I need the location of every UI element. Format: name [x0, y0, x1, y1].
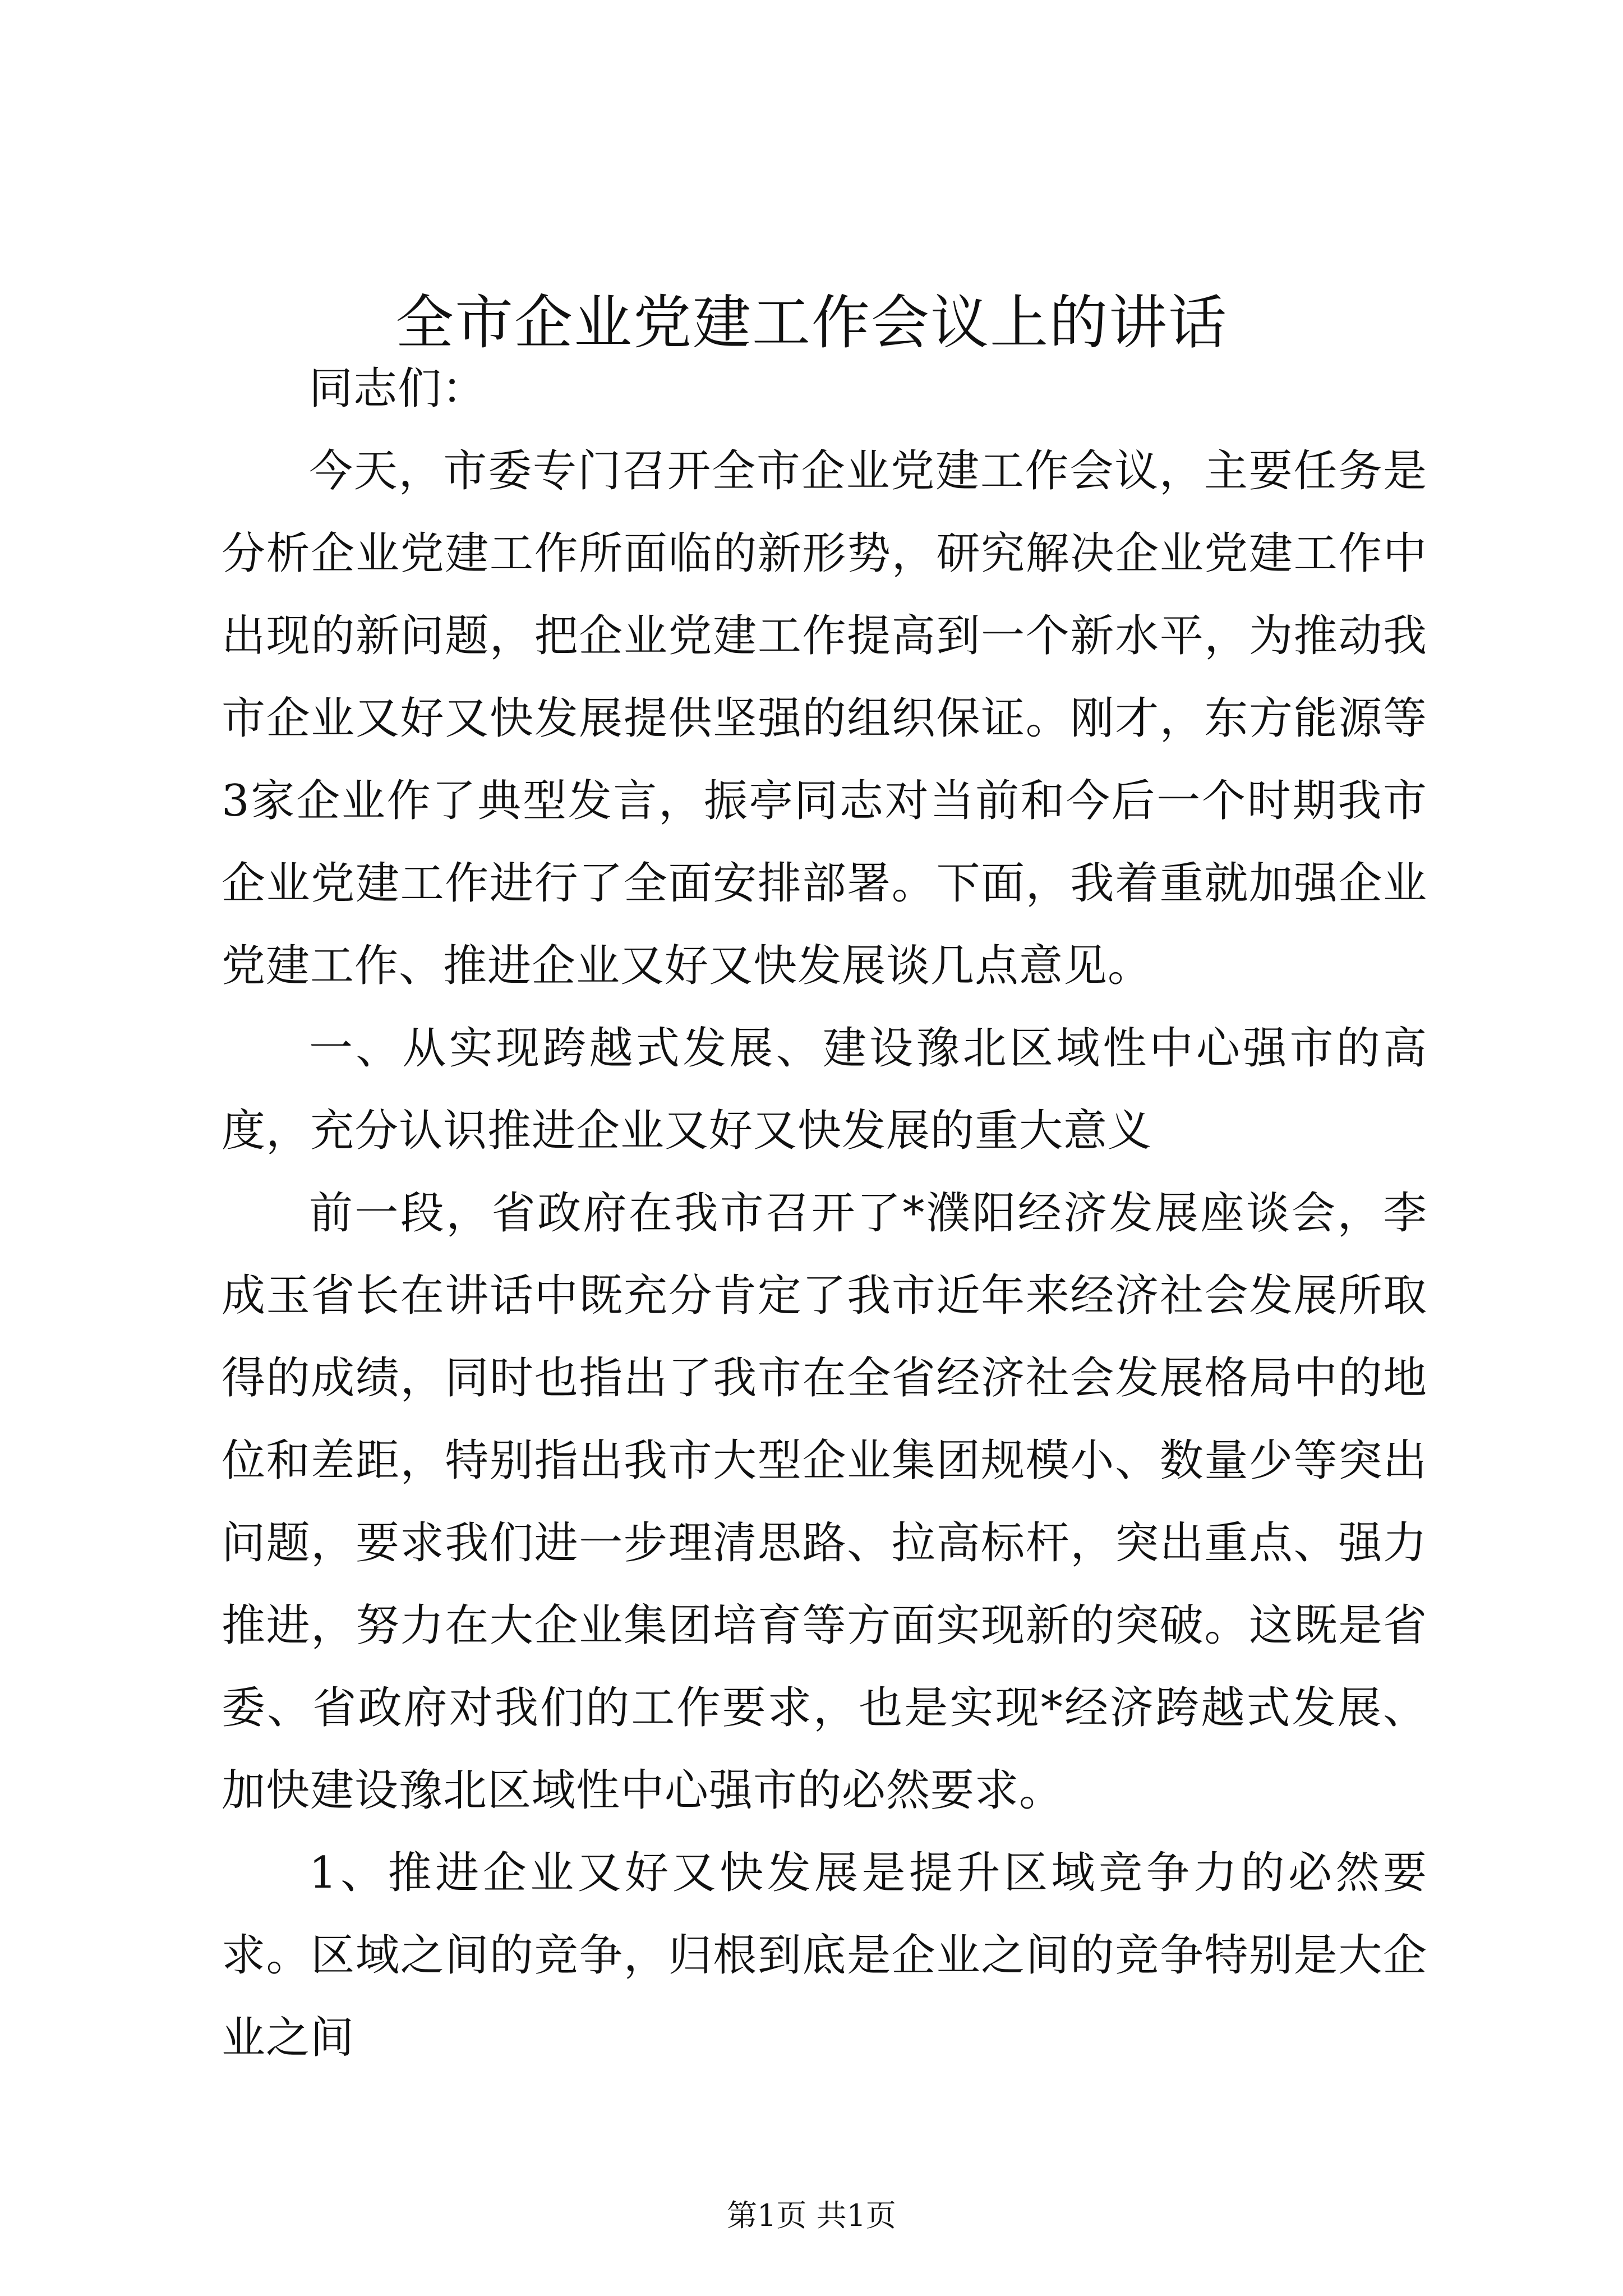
body-paragraph: 前一段，省政府在我市召开了*濮阳经济发展座谈会，李成玉省长在讲话中既充分肯定了我市近年来经济社会发展所取得的成绩，同时也指出了我市在全省经济社会发展格局中的地位和差距，特别指出我市大型企业集团规模小、数量少等突出问题，要求我们进一步理清思路、拉高标杆，突出重点、强力推进，努力在大企业集团培育等方面实现新的突破。这既是省委、省政府对我们的工作要求，也是实现*经济跨越式发展、加快建设豫北区域性中心强市的必然要求。 — [222, 1188, 1427, 1816]
body-paragraph: 1、推进企业又好又快发展是提升区域竞争力的必然要求。区域之间的竞争，归根到底是企业之间的竞争特别是大企业之间 — [222, 1848, 1427, 2063]
body-paragraph: 今天，市委专门召开全市企业党建工作会议，主要任务是分析企业党建工作所面临的新形势，研究解决企业党建工作中出现的新问题，把企业党建工作提高到一个新水平，为推动我市企业又好又快发展提供坚强的组织保证。刚才，东方能源等3家企业作了典型发言，振亭同志对当前和今后一个时期我市企业党建工作进行了全面安排部署。下面，我着重就加强企业党建工作、推进企业又好又快发展谈几点意见。 — [222, 446, 1427, 991]
salutation: 同志们： — [309, 364, 487, 414]
document-title: 全市企业党建工作会议上的讲话 — [395, 288, 1228, 357]
section-heading: 一、从实现跨越式发展、建设豫北区域性中心强市的高度，充分认识推进企业又好又快发展的重大意义 — [222, 1023, 1427, 1156]
page-footer: 第1页 共1页 — [727, 2198, 896, 2233]
document-body — [222, 348, 1427, 2079]
